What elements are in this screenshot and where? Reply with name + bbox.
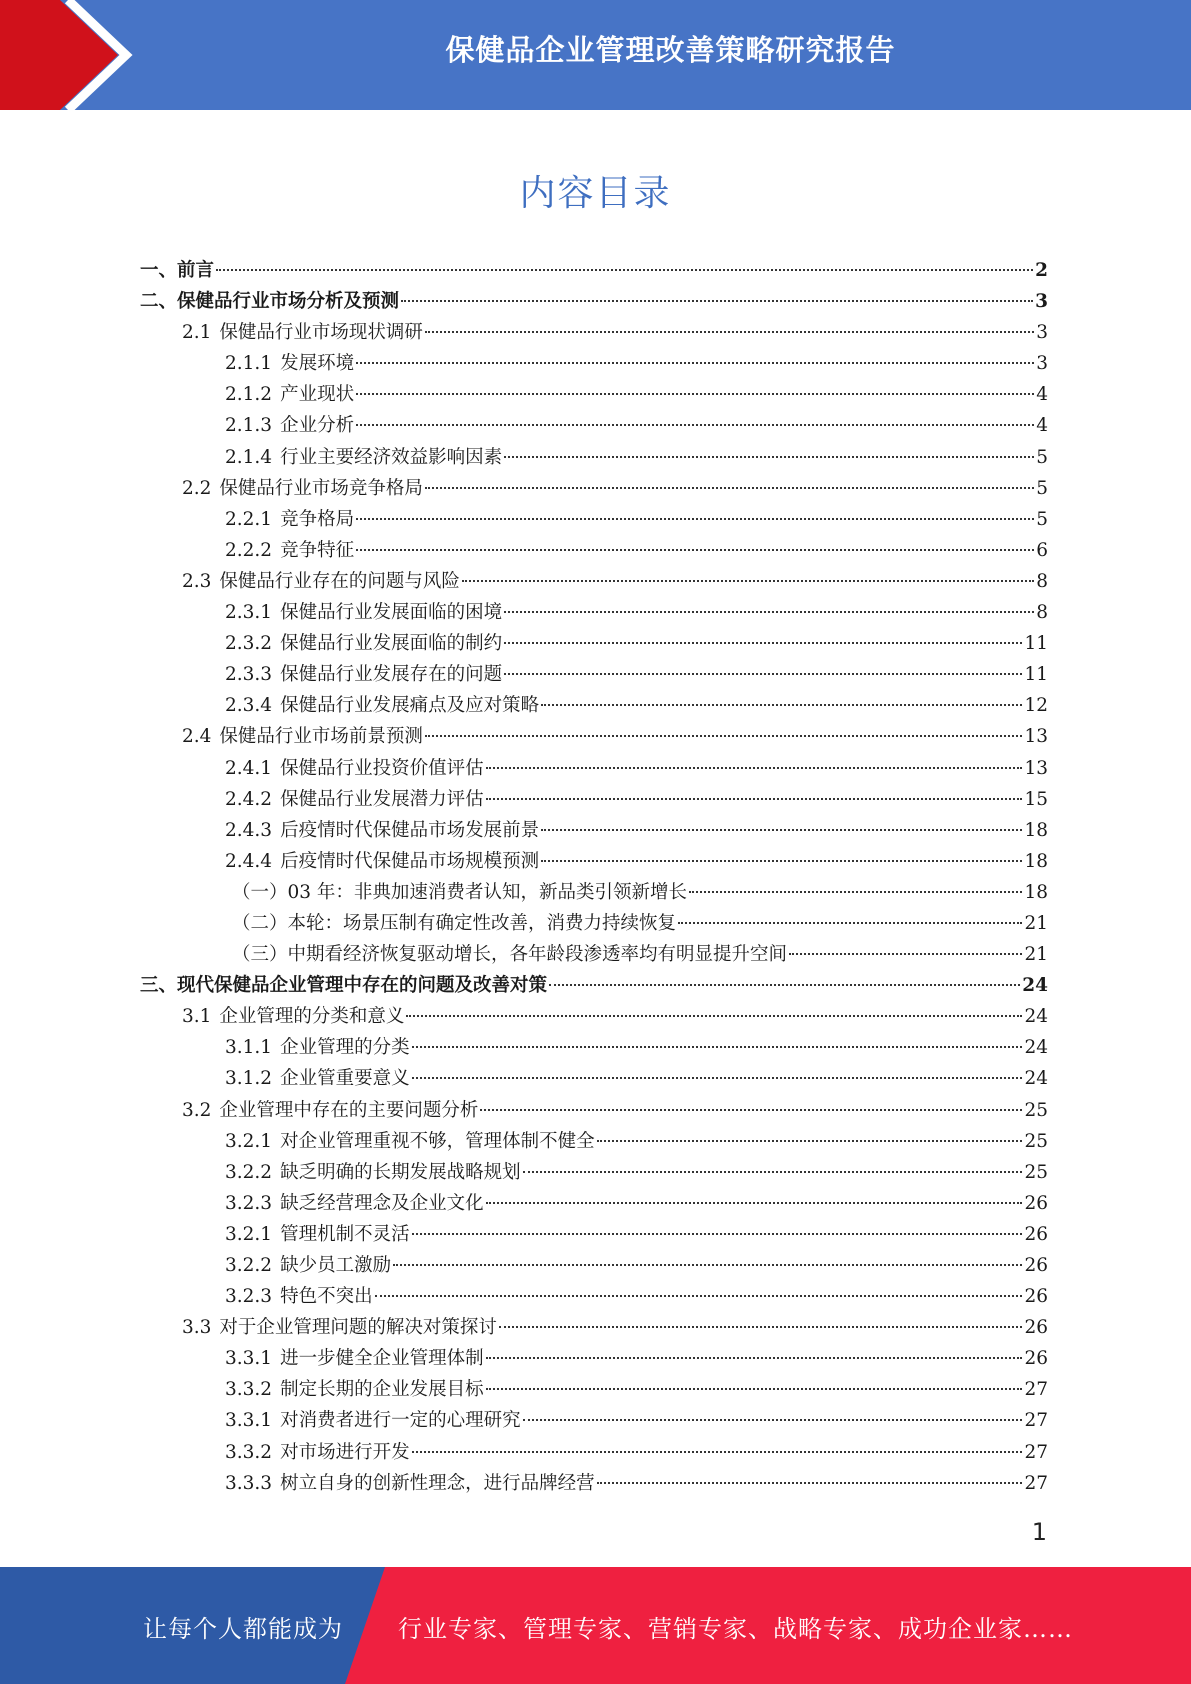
toc-dot-leader	[486, 1202, 1023, 1204]
toc-dot-leader	[504, 673, 1022, 675]
toc-entry-number: 3.3.2	[225, 1379, 273, 1401]
toc-entry-page: 26	[1024, 1223, 1048, 1245]
toc-dot-leader	[541, 704, 1022, 706]
toc-entry-page: 27	[1024, 1472, 1048, 1494]
toc-entry[interactable]	[140, 939, 1048, 970]
toc-entry-number: 2.4.2	[225, 788, 273, 810]
toc-entry[interactable]	[140, 535, 1048, 566]
toc-entry[interactable]	[140, 317, 1048, 348]
toc-entry-number: 3.2	[182, 1099, 212, 1121]
toc-entry-page: 25	[1024, 1130, 1048, 1152]
toc-entry[interactable]	[140, 1468, 1048, 1499]
toc-entry-title: 保健品行业发展潜力评估	[280, 788, 484, 810]
toc-entry-page: 27	[1024, 1441, 1048, 1463]
toc-entry-number: 3.3.2	[225, 1441, 273, 1463]
toc-entry-title: 企业管重要意义	[280, 1068, 410, 1090]
toc-entry-number: （二）	[232, 912, 288, 934]
toc-dot-leader	[597, 1482, 1023, 1484]
table-of-contents	[140, 255, 1048, 1499]
toc-entry-title: 对市场进行开发	[280, 1441, 410, 1463]
toc-entry-page: 18	[1024, 881, 1048, 903]
footer-band	[0, 1567, 1191, 1684]
toc-entry-number: 2.4.4	[225, 850, 273, 872]
toc-entry-title: 企业分析	[280, 415, 355, 437]
toc-entry[interactable]	[140, 784, 1048, 815]
toc-entry-page: 15	[1024, 788, 1048, 810]
toc-entry-number: 2.3.2	[225, 633, 273, 655]
toc-entry[interactable]	[140, 846, 1048, 877]
toc-dot-leader	[678, 922, 1022, 924]
toc-dot-leader	[406, 1015, 1022, 1017]
toc-entry-number: 3.3.1	[225, 1348, 273, 1370]
toc-dot-leader	[486, 1357, 1023, 1359]
toc-entry-title: 后疫情时代保健品市场发展前景	[280, 819, 540, 841]
toc-dot-leader	[486, 767, 1023, 769]
toc-entry-number: 2.1.3	[225, 415, 273, 437]
toc-entry-page: 5	[1036, 446, 1048, 468]
toc-entry-page: 2	[1035, 260, 1048, 281]
toc-entry-page: 24	[1024, 1006, 1048, 1028]
toc-entry-page: 26	[1024, 1192, 1048, 1214]
toc-entry[interactable]	[140, 504, 1048, 535]
toc-entry-title: 行业主要经济效益影响因素	[280, 446, 503, 468]
toc-entry-page: 24	[1024, 1037, 1048, 1059]
toc-entry[interactable]	[140, 1188, 1048, 1219]
toc-entry-number: 2.1.1	[225, 353, 273, 375]
toc-dot-leader	[549, 984, 1020, 986]
toc-dot-leader	[504, 642, 1022, 644]
toc-entry-page: 21	[1024, 912, 1048, 934]
toc-entry-title: 前言	[177, 260, 215, 281]
toc-entry-title: 缺乏明确的长期发展战略规划	[280, 1161, 521, 1183]
toc-dot-leader	[486, 1388, 1023, 1390]
toc-entry[interactable]	[140, 1126, 1048, 1157]
toc-dot-leader	[541, 829, 1022, 831]
toc-entry[interactable]	[140, 1095, 1048, 1126]
report-title: 保健品企业管理改善策略研究报告	[445, 33, 896, 67]
toc-entry-page: 26	[1024, 1286, 1048, 1308]
toc-entry-title: 保健品行业发展面临的困境	[280, 602, 503, 624]
toc-entry-number: 3.2.3	[225, 1286, 273, 1308]
toc-dot-leader	[412, 1233, 1023, 1235]
toc-dot-leader	[523, 1171, 1023, 1173]
toc-entry-title: 保健品行业发展存在的问题	[280, 664, 503, 686]
toc-entry-title: 竞争格局	[280, 508, 355, 530]
toc-entry-number: 3.1.1	[225, 1037, 273, 1059]
toc-entry[interactable]	[140, 1343, 1048, 1374]
toc-entry-page: 5	[1036, 477, 1048, 499]
toc-entry-page: 24	[1024, 1068, 1048, 1090]
toc-dot-leader	[356, 362, 1034, 364]
toc-entry[interactable]	[140, 1281, 1048, 1312]
toc-entry[interactable]	[140, 286, 1048, 317]
toc-entry[interactable]	[140, 1063, 1048, 1094]
toc-entry[interactable]	[140, 1405, 1048, 1436]
toc-dot-leader	[401, 300, 1033, 302]
toc-entry-number: 2.1	[182, 322, 212, 344]
toc-entry-number: 2.4.1	[225, 757, 273, 779]
toc-entry-title: 树立自身的创新性理念，进行品牌经营	[280, 1472, 595, 1494]
toc-dot-leader	[412, 1451, 1023, 1453]
toc-entry-number: 3.2.2	[225, 1255, 273, 1276]
toc-entry-number: 2.3.1	[225, 602, 273, 624]
toc-entry-title: 对于企业管理问题的解决对策探讨	[219, 1317, 497, 1339]
toc-entry-page: 5	[1036, 508, 1048, 530]
toc-entry-page: 4	[1036, 384, 1048, 406]
toc-entry-title: 产业现状	[280, 384, 355, 406]
toc-entry-number: （一）	[232, 881, 288, 903]
toc-dot-leader	[523, 1419, 1023, 1421]
toc-entry-number: 2.3	[182, 570, 212, 592]
toc-entry[interactable]	[140, 1032, 1048, 1063]
toc-entry[interactable]	[140, 1157, 1048, 1188]
toc-entry-page: 3	[1036, 353, 1048, 375]
toc-entry-title: 中期看经济恢复驱动增长，各年龄段渗透率均有明显提升空间	[287, 944, 788, 966]
toc-entry[interactable]	[140, 1250, 1048, 1281]
toc-entry[interactable]	[140, 1219, 1048, 1250]
toc-entry-number: 2.2	[182, 477, 212, 499]
toc-entry-page: 26	[1024, 1348, 1048, 1370]
toc-dot-leader	[486, 798, 1023, 800]
toc-heading: 内容目录	[519, 173, 672, 214]
toc-entry-number: 2.1.2	[225, 384, 273, 406]
toc-entry-title: 缺乏经营理念及企业文化	[280, 1192, 484, 1214]
toc-entry[interactable]	[140, 442, 1048, 473]
toc-entry-number: 二、	[140, 291, 178, 313]
toc-entry-page: 8	[1036, 602, 1048, 624]
toc-dot-leader	[375, 1295, 1023, 1297]
toc-entry-title: 发展环境	[280, 353, 355, 375]
toc-entry-title: 保健品行业发展痛点及应对策略	[280, 695, 540, 717]
toc-entry[interactable]	[140, 815, 1048, 846]
toc-dot-leader	[689, 891, 1023, 893]
toc-entry-title: 进一步健全企业管理体制	[280, 1348, 484, 1370]
toc-dot-leader	[425, 735, 1023, 737]
toc-entry-title: 管理机制不灵活	[280, 1223, 410, 1245]
toc-dot-leader	[356, 518, 1034, 520]
toc-entry-number: 2.2.1	[225, 508, 273, 530]
toc-dot-leader	[541, 860, 1022, 862]
toc-entry-page: 8	[1036, 570, 1048, 592]
toc-entry-title: 保健品行业发展面临的制约	[280, 633, 503, 655]
toc-entry-title: 企业管理中存在的主要问题分析	[219, 1099, 479, 1121]
toc-entry-title: 特色不突出	[280, 1286, 373, 1308]
toc-entry-page: 3	[1036, 322, 1048, 344]
toc-entry-page: 25	[1024, 1161, 1048, 1183]
toc-dot-leader	[216, 269, 1033, 271]
toc-entry-number: 3.1.2	[225, 1068, 273, 1090]
toc-entry-number: 3.2.1	[225, 1130, 273, 1152]
toc-entry[interactable]	[140, 566, 1048, 597]
toc-entry[interactable]	[140, 410, 1048, 441]
toc-dot-leader	[356, 393, 1034, 395]
toc-entry-title: 后疫情时代保健品市场规模预测	[280, 850, 540, 872]
toc-entry[interactable]	[140, 255, 1048, 286]
toc-entry-page: 11	[1024, 633, 1048, 655]
toc-entry-title: 企业管理的分类和意义	[219, 1006, 405, 1028]
toc-entry[interactable]	[140, 1001, 1048, 1032]
toc-dot-leader	[412, 1077, 1023, 1079]
toc-entry-title: 现代保健品企业管理中存在的问题及改善对策	[177, 975, 548, 997]
toc-entry-number: （三）	[232, 944, 288, 966]
toc-entry-number: 3.3	[182, 1317, 212, 1339]
toc-entry-title: 保健品行业市场前景预测	[219, 726, 423, 748]
page-number: 1	[1031, 1518, 1047, 1546]
toc-entry-title: 本轮：场景压制有确定性改善，消费力持续恢复	[287, 912, 677, 934]
toc-entry-page: 11	[1024, 664, 1048, 686]
toc-entry-page: 27	[1024, 1410, 1048, 1432]
toc-entry-page: 27	[1024, 1379, 1048, 1401]
toc-entry-page: 26	[1024, 1317, 1048, 1339]
toc-entry-title: 竞争特征	[280, 539, 355, 561]
toc-entry-page: 3	[1035, 291, 1048, 313]
header-band	[0, 0, 1191, 110]
toc-entry-title: 制定长期的企业发展目标	[280, 1379, 484, 1401]
toc-entry-page: 21	[1024, 944, 1048, 966]
toc-entry-number: 3.2.2	[225, 1161, 273, 1183]
toc-entry-number: 3.2.3	[225, 1192, 273, 1214]
toc-entry-page: 18	[1024, 850, 1048, 872]
toc-entry[interactable]	[140, 877, 1048, 908]
toc-entry-page: 13	[1024, 726, 1048, 748]
toc-entry-number: 3.2.1	[225, 1223, 273, 1245]
toc-entry-page: 13	[1024, 757, 1048, 779]
footer-slogan-left: 让每个人都能成为	[143, 1615, 343, 1643]
toc-entry-title: 保健品行业市场现状调研	[219, 322, 423, 344]
toc-entry-number: 3.3.1	[225, 1410, 273, 1432]
toc-entry[interactable]	[140, 908, 1048, 939]
toc-entry[interactable]	[140, 753, 1048, 784]
toc-entry[interactable]	[140, 473, 1048, 504]
toc-entry-title: 缺少员工激励	[280, 1255, 392, 1276]
toc-entry-page: 26	[1024, 1255, 1048, 1276]
toc-entry-number: 2.4	[182, 726, 212, 748]
toc-entry-title: 对消费者进行一定的心理研究	[280, 1410, 521, 1432]
toc-dot-leader	[356, 424, 1034, 426]
toc-dot-leader	[412, 1046, 1023, 1048]
footer-slogan-right: 行业专家、管理专家、营销专家、战略专家、成功企业家……	[398, 1615, 1073, 1643]
toc-entry-number: 3.3.3	[225, 1472, 273, 1494]
toc-entry[interactable]	[140, 379, 1048, 410]
toc-entry-title: 03 年：非典加速消费者认知，新品类引领新增长	[287, 881, 687, 903]
toc-entry-title: 保健品行业市场竞争格局	[219, 477, 423, 499]
toc-entry-page: 24	[1022, 975, 1048, 997]
toc-entry-number: 3.1	[182, 1006, 212, 1028]
toc-entry-title: 企业管理的分类	[280, 1037, 410, 1059]
toc-entry[interactable]	[140, 721, 1048, 752]
toc-entry-title: 保健品行业存在的问题与风险	[219, 570, 460, 592]
toc-dot-leader	[789, 953, 1022, 955]
toc-dot-leader	[504, 611, 1034, 613]
toc-entry-page: 6	[1036, 539, 1048, 561]
toc-dot-leader	[480, 1109, 1022, 1111]
toc-entry-number: 2.2.2	[225, 539, 273, 561]
toc-entry[interactable]	[140, 628, 1048, 659]
toc-entry[interactable]	[140, 1374, 1048, 1405]
toc-dot-leader	[462, 580, 1034, 582]
toc-dot-leader	[425, 331, 1034, 333]
toc-entry-title: 对企业管理重视不够，管理体制不健全	[280, 1130, 595, 1152]
toc-entry-number: 2.3.4	[225, 695, 273, 717]
toc-entry-title: 保健品行业投资价值评估	[280, 757, 484, 779]
toc-entry-page: 4	[1036, 415, 1048, 437]
toc-entry-page: 25	[1024, 1099, 1048, 1121]
toc-entry[interactable]	[140, 659, 1048, 690]
toc-entry[interactable]	[140, 970, 1048, 1001]
toc-dot-leader	[499, 1326, 1023, 1328]
toc-entry-number: 2.4.3	[225, 819, 273, 841]
toc-entry[interactable]	[140, 348, 1048, 379]
toc-entry-number: 2.3.3	[225, 664, 273, 686]
toc-entry-page: 18	[1024, 819, 1048, 841]
toc-entry-number: 2.1.4	[225, 446, 273, 468]
toc-dot-leader	[597, 1140, 1023, 1142]
toc-dot-leader	[504, 456, 1034, 458]
toc-entry-number: 三、	[140, 975, 178, 997]
toc-entry[interactable]	[140, 1312, 1048, 1343]
toc-dot-leader	[393, 1264, 1022, 1266]
toc-entry-number: 一、	[140, 260, 178, 281]
toc-entry[interactable]	[140, 1437, 1048, 1468]
toc-dot-leader	[356, 549, 1034, 551]
toc-dot-leader	[425, 487, 1034, 489]
toc-entry-page: 12	[1024, 695, 1048, 717]
toc-entry-title: 保健品行业市场分析及预测	[177, 291, 400, 313]
toc-entry[interactable]	[140, 690, 1048, 721]
toc-entry[interactable]	[140, 597, 1048, 628]
